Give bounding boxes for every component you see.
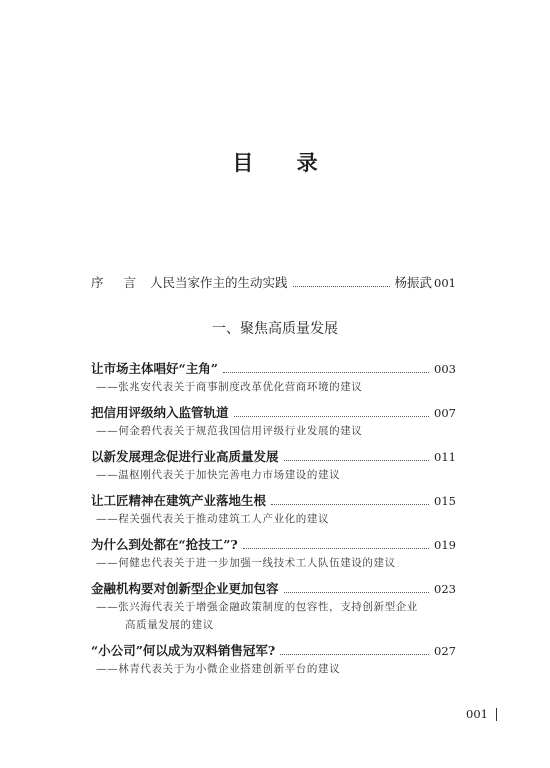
- dot-leader: [280, 653, 429, 655]
- preface-page: 001: [434, 276, 456, 290]
- entry-subtitle: ——张兆安代表关于商事制度改革优化营商环境的建议: [96, 381, 363, 393]
- dot-leader: [284, 459, 430, 461]
- toc-entry[interactable]: [91, 580, 456, 634]
- dot-leader: [234, 415, 430, 417]
- dot-leader: [243, 547, 429, 549]
- preface-entry[interactable]: [91, 273, 456, 291]
- entry-title: 让市场主体唱好“主角”: [91, 361, 218, 376]
- entry-title: 让工匠精神在建筑产业落地生根: [91, 493, 267, 508]
- entry-subtitle-continued: 高质量发展的建议: [125, 619, 214, 631]
- entry-title: 金融机构要对创新型企业更加包容: [91, 581, 279, 596]
- page-title: 目 录: [232, 150, 336, 175]
- dot-leader: [293, 285, 390, 287]
- entry-page: 007: [434, 406, 456, 420]
- preface-label: 序 言: [91, 275, 144, 290]
- entry-page: 019: [434, 538, 456, 552]
- entry-page: 015: [434, 494, 456, 508]
- entry-subtitle: ——林青代表关于为小微企业搭建创新平台的建议: [96, 663, 341, 675]
- page-number-text: 001: [466, 707, 488, 721]
- entry-page: 011: [434, 450, 456, 464]
- entry-subtitle: ——何金碧代表关于规范我国信用评级行业发展的建议: [96, 425, 363, 437]
- toc-entry[interactable]: [91, 642, 456, 678]
- toc-entry[interactable]: [91, 492, 456, 528]
- toc-entries: [91, 360, 456, 686]
- page-number-divider: [496, 708, 497, 721]
- page-number: [466, 707, 497, 721]
- entry-title: 为什么到处都在“抢技工”?: [91, 537, 238, 552]
- entry-page: 003: [434, 362, 456, 376]
- entry-title: 把信用评级纳入监管轨道: [91, 405, 229, 420]
- entry-page: 027: [434, 644, 456, 658]
- section-heading: 一、聚焦高质量发展: [212, 321, 338, 337]
- dot-leader: [284, 591, 430, 593]
- dot-leader: [271, 503, 429, 505]
- toc-entry[interactable]: [91, 448, 456, 484]
- toc-entry[interactable]: [91, 404, 456, 440]
- dot-leader: [223, 371, 429, 373]
- entry-subtitle: ——温枢刚代表关于加快完善电力市场建设的建议: [96, 469, 341, 481]
- entry-title: “小公司”何以成为双料销售冠军?: [91, 643, 276, 658]
- toc-entry[interactable]: [91, 360, 456, 396]
- preface-author: 杨振武: [394, 275, 433, 290]
- entry-subtitle: ——张兴海代表关于增强金融政策制度的包容性，支持创新型企业: [96, 601, 418, 613]
- entry-subtitle: ——何健忠代表关于进一步加强一线技术工人队伍建设的建议: [96, 557, 396, 569]
- entry-title: 以新发展理念促进行业高质量发展: [91, 449, 279, 464]
- entry-subtitle: ——程关强代表关于推动建筑工人产业化的建议: [96, 513, 330, 525]
- toc-entry[interactable]: [91, 536, 456, 572]
- preface-title: 人民当家作主的生动实践: [149, 275, 288, 290]
- entry-page: 023: [434, 582, 456, 596]
